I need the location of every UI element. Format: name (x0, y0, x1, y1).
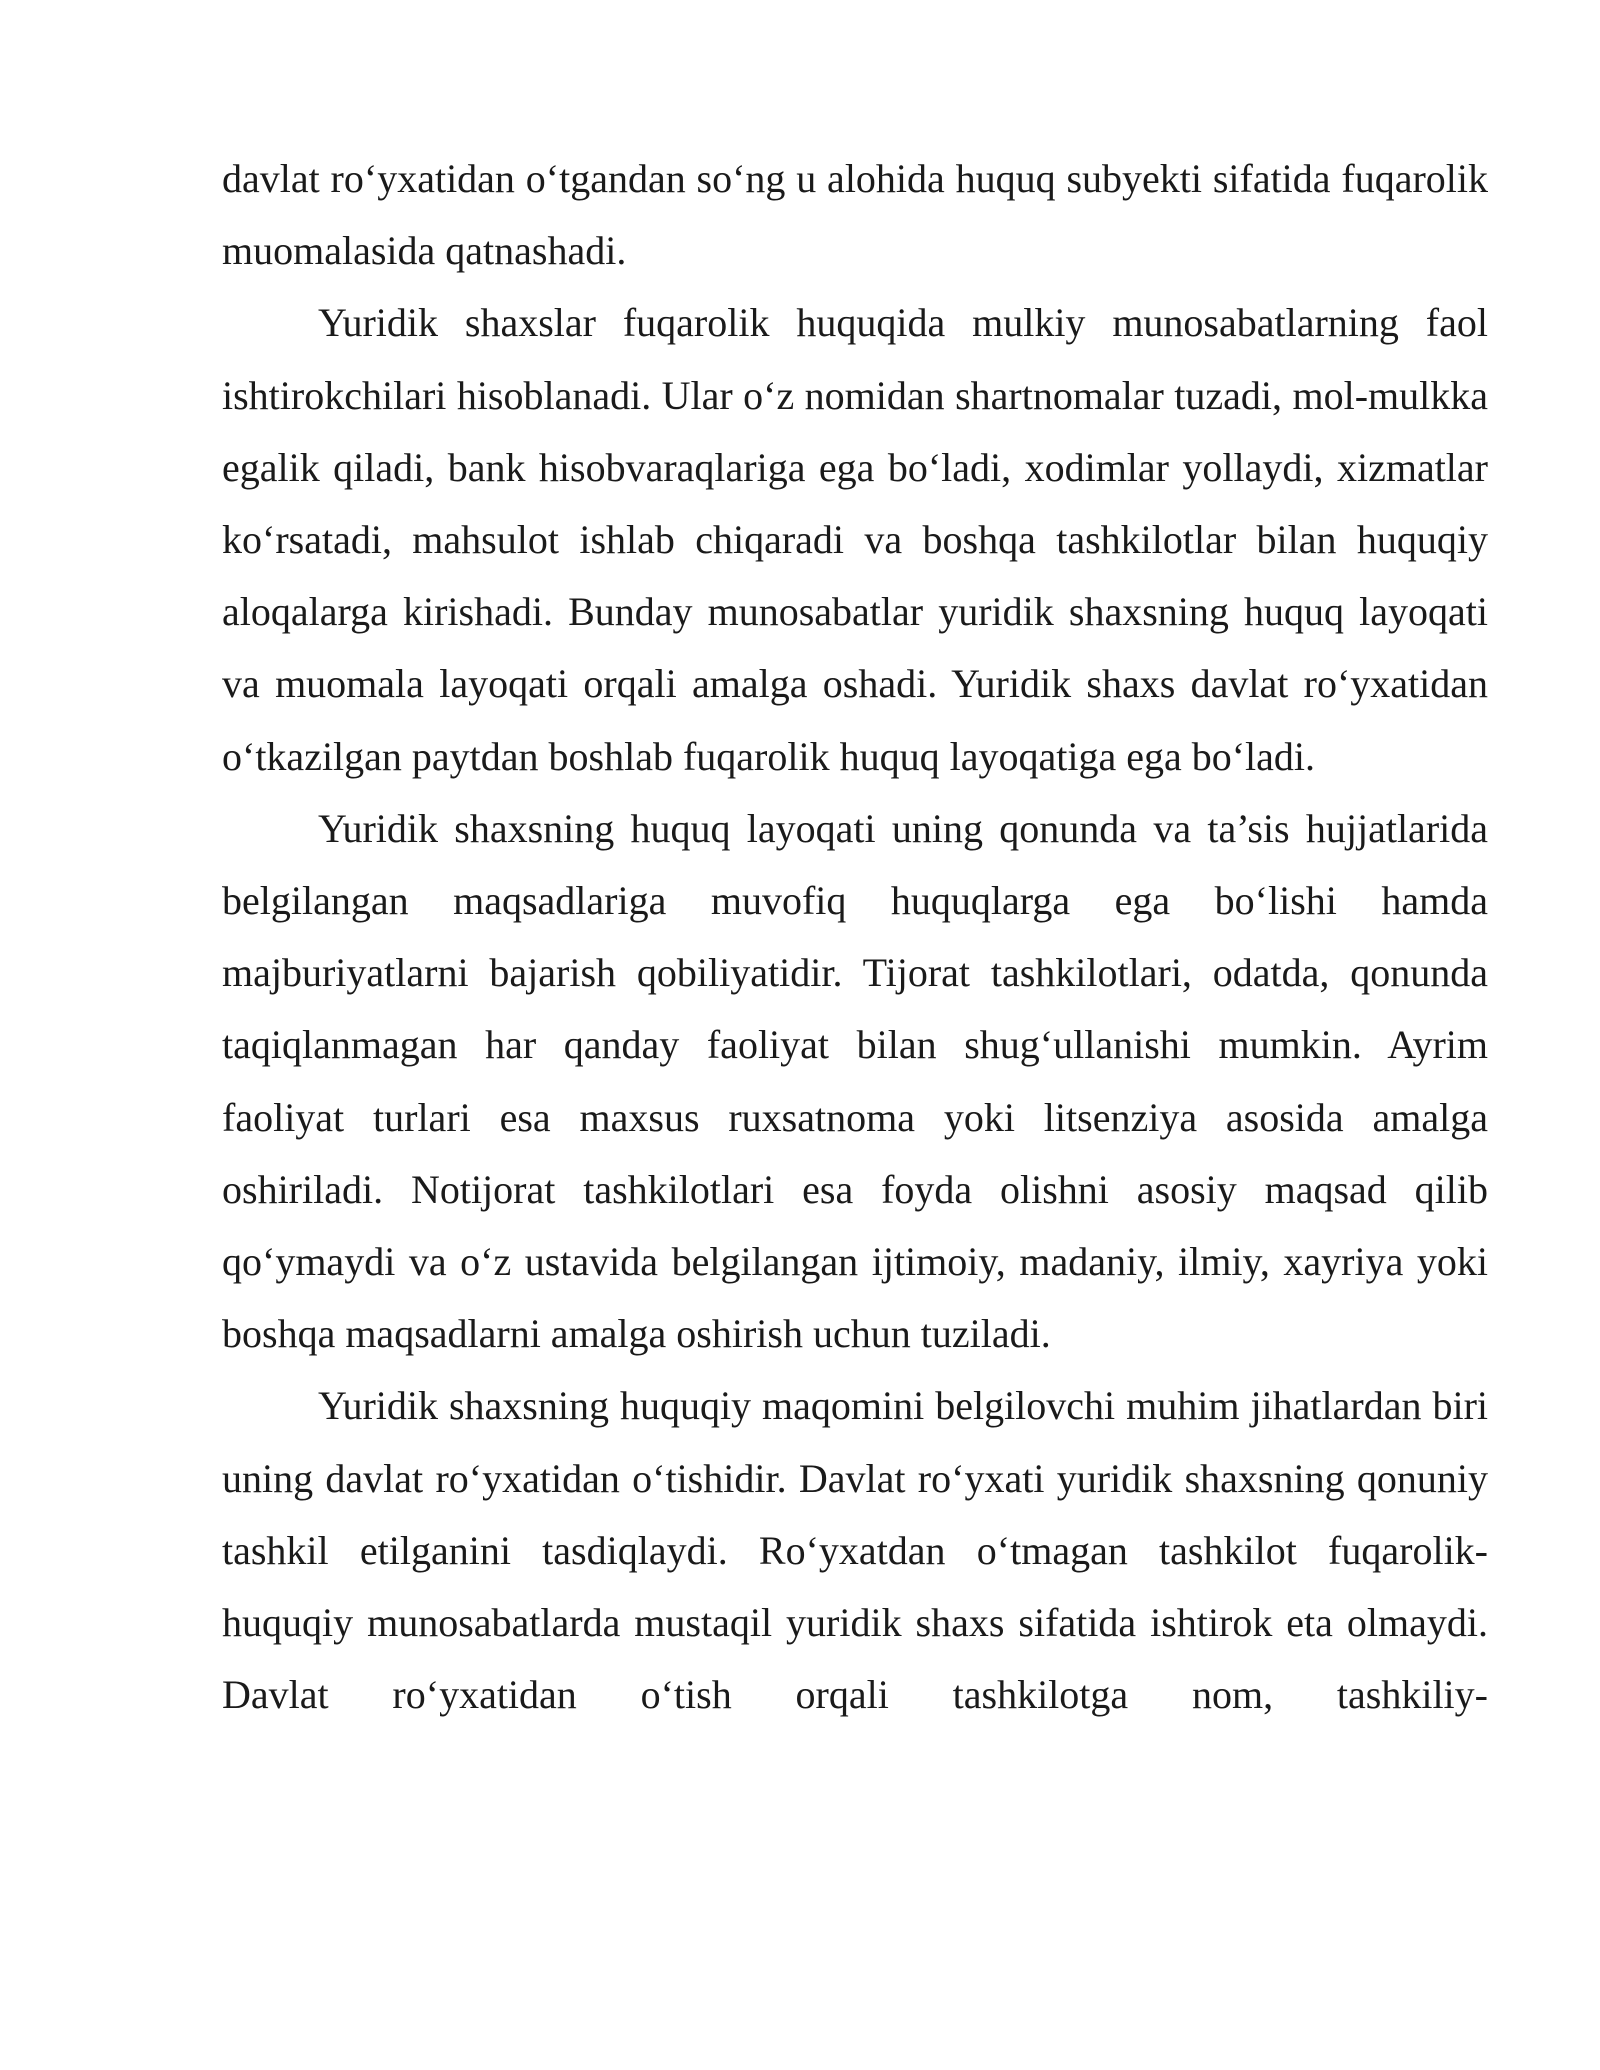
paragraph-legal-capacity: Yuridik shaxsning huquq layoqati uning qonunda va ta’sis hujjatlarida belgilangan maqsadlariga muvofiq huquqlarga ega bo‘lishi hamda majburiyatlarni bajarish qobiliyatidir. Tijorat tashkilotlari, odatda, qonunda taqiqlanmagan har qanday faoliyat bilan shug‘ullanishi mumkin. Ayrim faoliyat turlari esa maxsus ruxsatnoma yoki litsenziya asosida amalga oshiriladi. Notijorat tashkilotlari esa foyda olishni asosiy maqsad qilib qo‘ymaydi va o‘z ustavida belgilangan ijtimoiy, madaniy, ilmiy, xayriya yoki boshqa maqsadlarni amalga oshirish uchun tuziladi. (222, 805, 1488, 1357)
paragraph-continuation: davlat ro‘yxatidan o‘tgandan so‘ng u alohida huquq subyekti sifatida fuqarolik muomalasida qatnashadi. (222, 156, 1488, 274)
paragraph-state-registration: Yuridik shaxsning huquqiy maqomini belgilovchi muhim jihatlardan biri uning davlat ro‘yxatidan o‘tishidir. Davlat ro‘yxati yuridik shaxsning qonuniy tashkil etilganini tasdiqlaydi. Ro‘yxatdan o‘tmagan tashkilot fuqarolik-huquqiy munosabatlarda mustaqil yuridik shaxs sifatida ishtirok eta olmaydi. Davlat ro‘yxatidan o‘tish orqali tashkilotga nom, tashkiliy- (222, 1383, 1488, 1718)
paragraph-legal-entities-participants: Yuridik shaxslar fuqarolik huquqida mulkiy munosabatlarning faol ishtirokchilari hisoblanadi. Ular o‘z nomidan shartnomalar tuzadi, mol-mulkka egalik qiladi, bank hisobvaraqlariga ega bo‘ladi, xodimlar yollaydi, xizmatlar ko‘rsatadi, mahsulot ishlab chiqaradi va boshqa tashkilotlar bilan huquqiy aloqalarga kirishadi. Bunday munosabatlar yuridik shaxsning huquq layoqati va muomala layoqati orqali amalga oshadi. Yuridik shaxs davlat ro‘yxatidan o‘tkazilgan paytdan boshlab fuqarolik huquq layoqatiga ega bo‘ladi. (222, 300, 1488, 779)
document-body (222, 143, 1488, 1731)
